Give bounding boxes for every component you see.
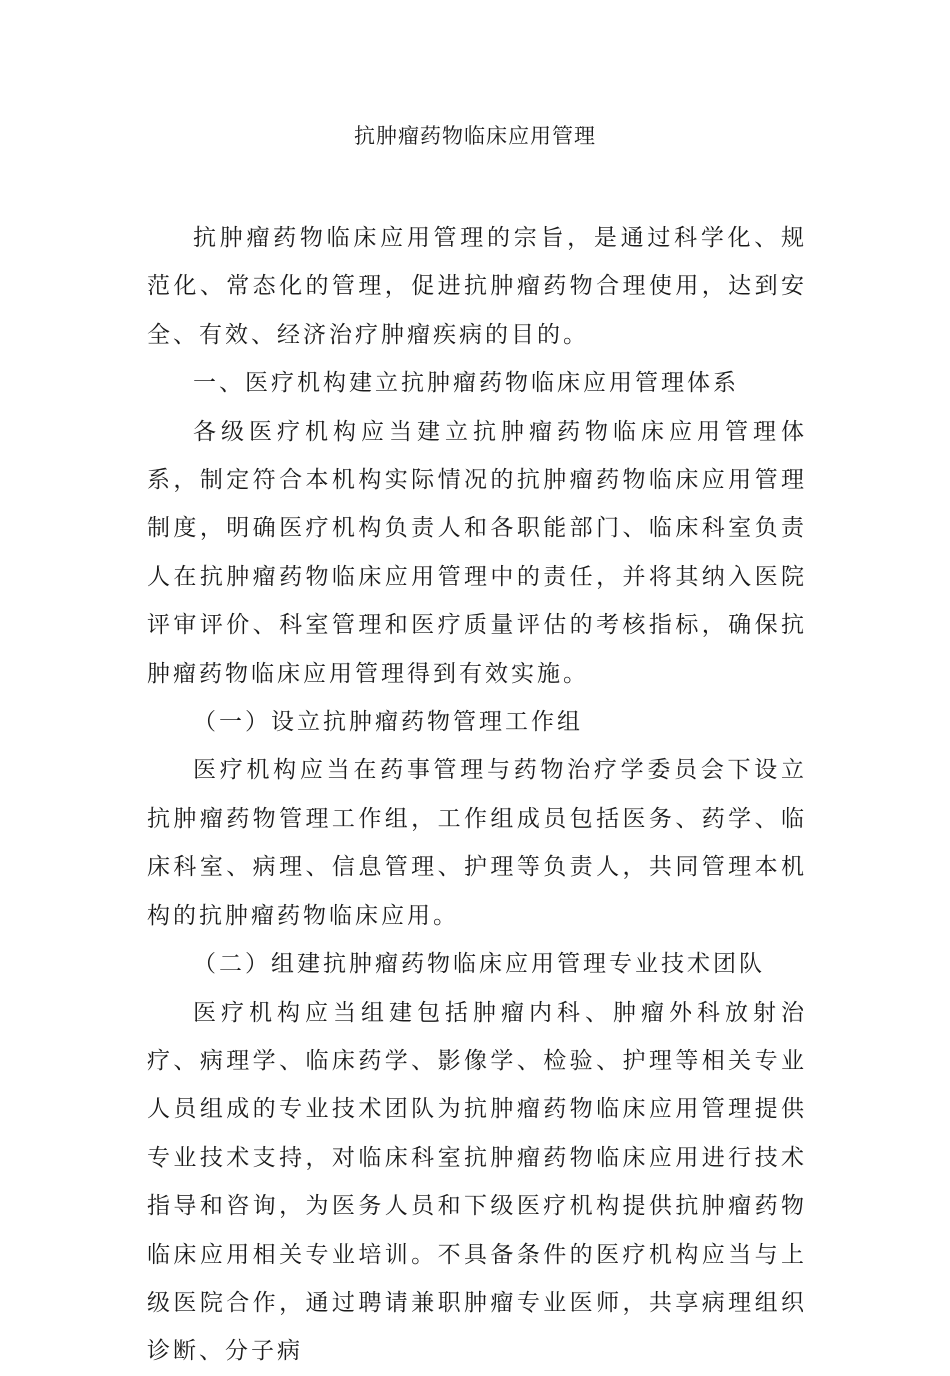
heading-subsection-1: （一）设立抗肿瘤药物管理工作组 [193,709,583,736]
heading-section-1: 一、医疗机构建立抗肿瘤药物临床应用管理体系 [193,370,739,397]
heading-subsection-2: （二）组建抗肿瘤药物临床应用管理专业技术团队 [193,951,765,978]
paragraph-purpose: 抗肿瘤药物临床应用管理的宗旨，是通过科学化、规范化、常态化的管理，促进抗肿瘤药物合理使用，达到安全、有效、经济治疗肿瘤疾病的目的。 [147,225,807,348]
document-body [147,214,807,1376]
paragraph-technical-team: 医疗机构应当组建包括肿瘤内科、肿瘤外科放射治疗、病理学、临床药学、影像学、检验、护理等相关专业人员组成的专业技术团队为抗肿瘤药物临床应用管理提供专业技术支持，对临床科室抗肿瘤药物临床应用进行技术指导和咨询，为医务人员和下级医疗机构提供抗肿瘤药物临床应用相关专业培训。不具备条件的医疗机构应当与上级医院合作，通过聘请兼职肿瘤专业医师，共享病理组织诊断、分子病 [147,999,807,1365]
paragraph-management-system: 各级医疗机构应当建立抗肿瘤药物临床应用管理体系，制定符合本机构实际情况的抗肿瘤药物临床应用管理制度，明确医疗机构负责人和各职能部门、临床科室负责人在抗肿瘤药物临床应用管理中的责任，并将其纳入医院评审评价、科室管理和医疗质量评估的考核指标，确保抗肿瘤药物临床应用管理得到有效实施。 [147,418,807,687]
document-title: 抗肿瘤药物临床应用管理 [354,124,596,148]
paragraph-working-group: 医疗机构应当在药事管理与药物治疗学委员会下设立抗肿瘤药物管理工作组，工作组成员包括医务、药学、临床科室、病理、信息管理、护理等负责人，共同管理本机构的抗肿瘤药物临床应用。 [147,757,807,929]
